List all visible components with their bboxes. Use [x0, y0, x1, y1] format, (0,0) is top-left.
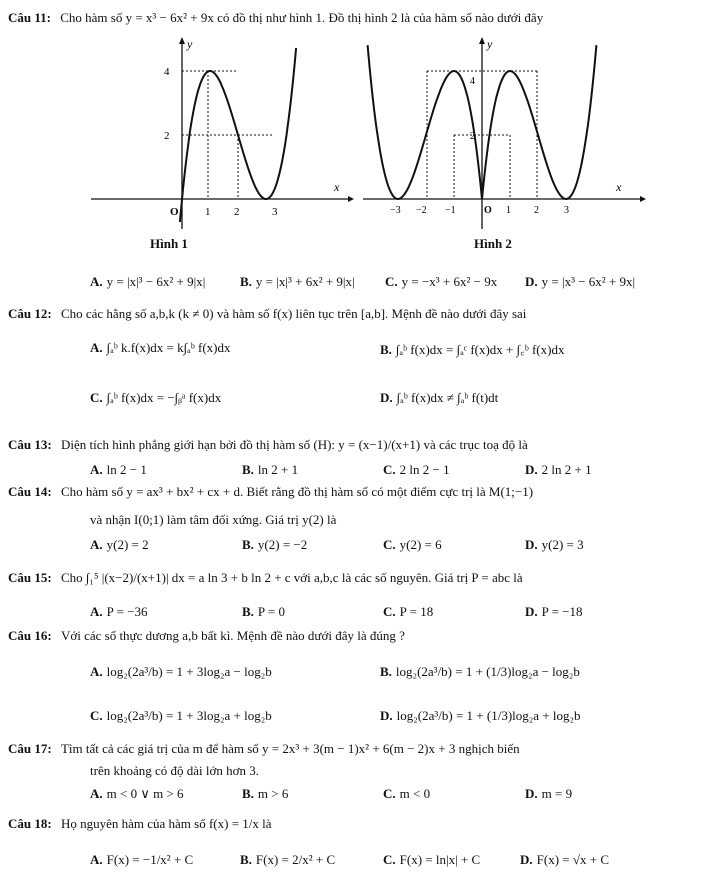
option-text: m = 9	[541, 786, 573, 801]
option-text: P = 18	[399, 604, 434, 619]
option-text: ln 2 − 1	[106, 462, 147, 477]
q13-option-a[interactable]	[90, 462, 147, 478]
option-text: P = 0	[257, 604, 286, 619]
option-label: C.	[383, 537, 396, 552]
option-text: ∫ₐᵇ k.f(x)dx = k∫ₐᵇ f(x)dx	[106, 340, 231, 355]
q18-option-a[interactable]	[90, 852, 193, 868]
figure-1	[86, 34, 356, 234]
option-text: y(2) = 2	[106, 537, 149, 552]
option-label: A.	[90, 537, 103, 552]
option-text: m < 0	[399, 786, 431, 801]
option-text: y(2) = 3	[541, 537, 584, 552]
q13-option-d[interactable]	[525, 462, 592, 478]
q15-option-a[interactable]	[90, 604, 148, 620]
q11-option-d[interactable]	[525, 274, 635, 290]
option-label: A.	[90, 604, 103, 619]
option-text: y = |x|³ − 6x² + 9|x|	[106, 274, 206, 289]
figure-1-caption: Hình 1	[150, 236, 188, 251]
option-text: y(2) = −2	[257, 537, 308, 552]
option-label: D.	[525, 786, 538, 801]
question-14	[8, 484, 533, 500]
q12-option-c[interactable]	[90, 390, 221, 406]
figure-1-tick-x-2: 2	[234, 206, 240, 218]
figure-1-tick-x-3: 3	[272, 206, 278, 218]
option-label: C.	[383, 604, 396, 619]
option-label: A.	[90, 664, 103, 679]
question-14-continued: và nhận I(0;1) làm tâm đối xứng. Giá trị y(2) là	[90, 512, 337, 527]
option-label: A.	[90, 852, 103, 867]
q13-option-b[interactable]	[242, 462, 298, 478]
option-label: D.	[380, 708, 393, 723]
question-text: Tìm tất cả các giá trị của m để hàm số y = 2x³ + 3(m − 1)x² + 6(m − 2)x + 3 nghịch biến	[60, 741, 520, 756]
option-text: F(x) = 2/x² + C	[255, 852, 336, 867]
option-label: B.	[380, 664, 392, 679]
option-text: log₂(2a³/b) = 1 + 3log₂a − log₂b	[106, 664, 272, 679]
figure-1-tick-origin: O	[170, 206, 179, 218]
q18-option-d[interactable]	[520, 852, 609, 868]
option-label: B.	[242, 462, 254, 477]
question-13	[8, 437, 528, 453]
option-text: log₂(2a³/b) = 1 + (1/3)log₂a − log₂b	[395, 664, 580, 679]
option-text: m < 0 ∨ m > 6	[106, 786, 184, 801]
option-label: C.	[90, 708, 103, 723]
option-label: B.	[242, 537, 254, 552]
figure-2-tick-y-4: 4	[470, 76, 475, 87]
figure-1-axis-y-label: y	[187, 37, 193, 51]
option-text: m > 6	[257, 786, 289, 801]
option-text: y(2) = 6	[399, 537, 442, 552]
q17-option-a[interactable]	[90, 786, 184, 802]
option-text: y = |x|³ + 6x² + 9|x|	[255, 274, 355, 289]
q16-option-d[interactable]	[380, 708, 581, 724]
option-label: C.	[383, 462, 396, 477]
question-text: Họ nguyên hàm của hàm số f(x) = 1/x là	[60, 816, 272, 831]
q12-option-d[interactable]	[380, 390, 498, 406]
question-number: Câu 18:	[8, 816, 52, 831]
q17-option-c[interactable]	[383, 786, 430, 802]
option-label: D.	[525, 604, 538, 619]
option-text: log₂(2a³/b) = 1 + 3log₂a + log₂b	[106, 708, 272, 723]
option-label: B.	[240, 852, 252, 867]
question-16	[8, 628, 405, 644]
question-number: Câu 11:	[8, 10, 51, 25]
figure-2-tick-x-3: 3	[564, 205, 569, 216]
option-label: A.	[90, 786, 103, 801]
option-label: C.	[90, 390, 103, 405]
question-text: Với các số thực dương a,b bất kì. Mệnh đề nào dưới đây là đúng ?	[60, 628, 405, 643]
question-17	[8, 741, 520, 757]
option-label: C.	[383, 852, 396, 867]
figure-1-tick-y-2: 2	[164, 130, 170, 142]
option-label: D.	[525, 537, 538, 552]
option-label: D.	[520, 852, 533, 867]
question-number: Câu 12:	[8, 306, 52, 321]
figure-2-axis-y-label: y	[487, 37, 493, 51]
q12-option-b[interactable]	[380, 340, 564, 358]
question-18	[8, 816, 272, 832]
question-text: Cho ∫₁⁵ |(x−2)/(x+1)| dx = a ln 3 + b ln 2 + c với a,b,c là các số nguyên. Giá trị P = abc là	[60, 570, 523, 585]
figure-2-caption: Hình 2	[474, 236, 512, 251]
question-number: Câu 15:	[8, 570, 52, 585]
q13-option-c[interactable]	[383, 462, 450, 478]
q16-option-c[interactable]	[90, 708, 272, 724]
option-label: D.	[525, 274, 538, 289]
question-text: Cho hàm số y = x³ − 6x² + 9x có đồ thị như hình 1. Đồ thị hình 2 là của hàm số nào dưới đây	[60, 10, 544, 25]
option-label: A.	[90, 340, 103, 355]
figure-2-tick-x-m3: −3	[390, 205, 401, 216]
option-text: 2 ln 2 − 1	[399, 462, 450, 477]
option-label: B.	[242, 604, 254, 619]
q14-option-c[interactable]	[383, 537, 442, 553]
figure-2-tick-x-1: 1	[506, 205, 511, 216]
question-text: Cho các hằng số a,b,k (k ≠ 0) và hàm số f(x) liên tục trên [a,b]. Mệnh đề nào dưới đây sai	[60, 306, 527, 321]
question-number: Câu 14:	[8, 484, 52, 499]
option-text: F(x) = ln|x| + C	[399, 852, 481, 867]
q17-option-d[interactable]	[525, 786, 572, 802]
q16-option-a[interactable]	[90, 664, 272, 680]
question-11	[8, 10, 543, 26]
option-label: B.	[242, 786, 254, 801]
figure-1-tick-x-1: 1	[205, 206, 211, 218]
figure-2-tick-x-m1: −1	[445, 205, 456, 216]
figure-2-tick-origin: O	[484, 205, 492, 216]
option-text: y = −x³ + 6x² − 9x	[401, 274, 498, 289]
q18-option-c[interactable]	[383, 852, 480, 868]
option-text: ∫ₐᵇ f(x)dx ≠ ∫ₐᵇ f(t)dt	[396, 390, 499, 405]
figure-2-axis-x-label: x	[616, 180, 622, 194]
question-12	[8, 306, 526, 322]
option-text: 2 ln 2 + 1	[541, 462, 592, 477]
question-15	[8, 570, 523, 586]
figure-2-tick-y-2: 2	[470, 131, 475, 142]
figure-2-tick-x-2: 2	[534, 205, 539, 216]
q11-option-a[interactable]	[90, 274, 205, 290]
figure-2-tick-x-m2: −2	[416, 205, 427, 216]
option-label: C.	[383, 786, 396, 801]
q12-option-a[interactable]	[90, 340, 230, 356]
option-text: F(x) = −1/x² + C	[106, 852, 194, 867]
figure-1-tick-y-4: 4	[164, 66, 170, 78]
option-text: ∫ₐᵇ f(x)dx = −∫ᵦᵃ f(x)dx	[106, 390, 222, 405]
option-label: B.	[380, 342, 392, 357]
option-text: ∫ₐᵇ f(x)dx = ∫ₐᶜ f(x)dx + ∫꜀ᵇ f(x)dx	[395, 342, 565, 357]
figure-2	[358, 34, 648, 234]
q15-option-d[interactable]	[525, 604, 583, 620]
q11-option-c[interactable]	[385, 274, 497, 290]
question-number: Câu 17:	[8, 741, 52, 756]
option-label: A.	[90, 462, 103, 477]
q14-option-a[interactable]	[90, 537, 149, 553]
option-label: D.	[525, 462, 538, 477]
q14-option-d[interactable]	[525, 537, 584, 553]
q16-option-b[interactable]	[380, 664, 580, 680]
option-label: C.	[385, 274, 398, 289]
q14-option-b[interactable]	[242, 537, 307, 553]
option-label: A.	[90, 274, 103, 289]
option-text: y = |x³ − 6x² + 9x|	[541, 274, 636, 289]
option-label: D.	[380, 390, 393, 405]
option-text: P = −36	[106, 604, 148, 619]
question-17-continued: trên khoảng có độ dài lớn hơn 3.	[90, 763, 259, 778]
q18-option-b[interactable]	[240, 852, 335, 868]
q17-option-b[interactable]	[242, 786, 288, 802]
q15-option-c[interactable]	[383, 604, 433, 620]
q11-option-b[interactable]	[240, 274, 355, 290]
option-label: B.	[240, 274, 252, 289]
question-text: Cho hàm số y = ax³ + bx² + cx + d. Biết rằng đồ thị hàm số có một điểm cực trị là M(1;−1)	[60, 484, 534, 499]
option-text: P = −18	[541, 604, 583, 619]
option-text: ln 2 + 1	[257, 462, 299, 477]
option-text: log₂(2a³/b) = 1 + (1/3)log₂a + log₂b	[396, 708, 581, 723]
question-number: Câu 16:	[8, 628, 52, 643]
question-number: Câu 13:	[8, 437, 52, 452]
q15-option-b[interactable]	[242, 604, 285, 620]
option-text: F(x) = √x + C	[536, 852, 609, 867]
figure-1-axis-x-label: x	[334, 180, 340, 194]
question-text: Diện tích hình phẳng giới hạn bởi đồ thị hàm số (H): y = (x−1)/(x+1) và các trục toạ độ là	[60, 437, 528, 452]
